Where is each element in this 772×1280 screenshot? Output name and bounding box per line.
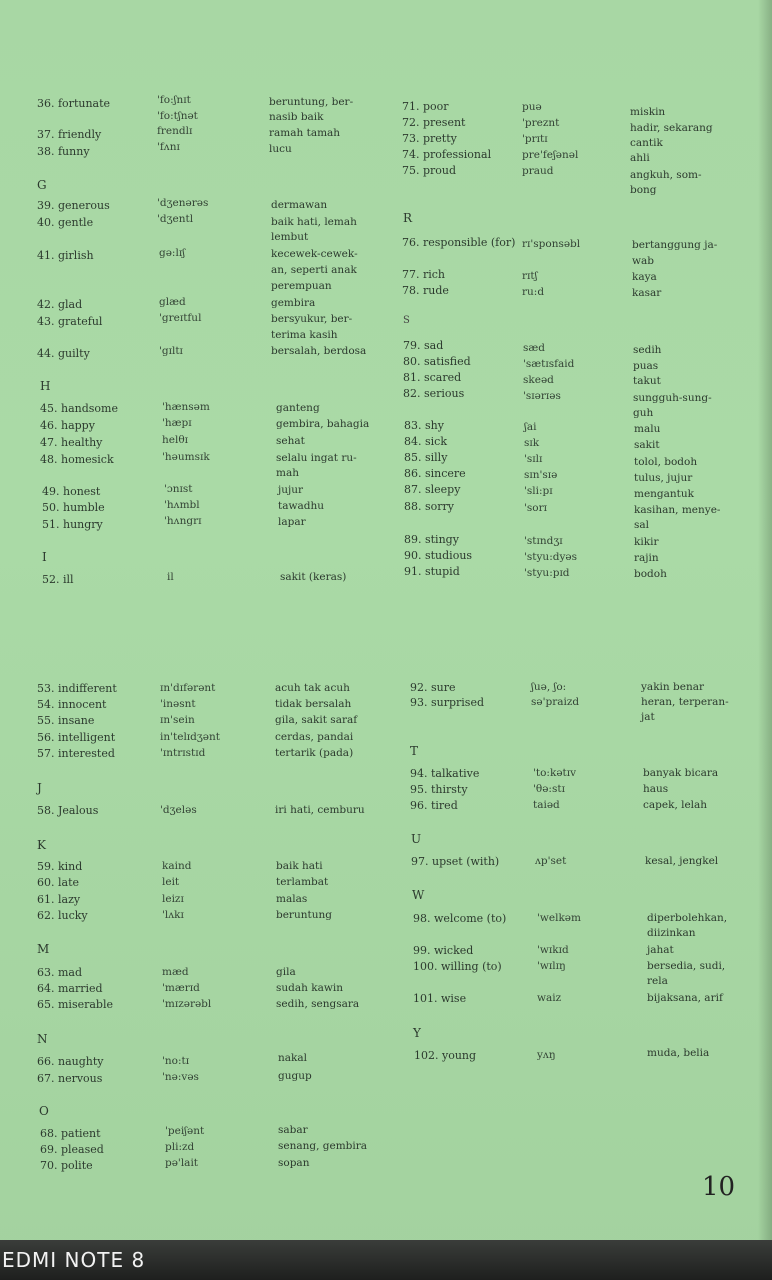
section-letter-s: S xyxy=(403,315,410,326)
entry-word: 67. nervous xyxy=(37,1072,103,1085)
entry-meaning: tidak bersalah xyxy=(275,698,352,710)
entry-word: 66. naughty xyxy=(37,1055,104,1068)
entry-meaning: sakit (keras) xyxy=(280,571,347,583)
entry-meaning: baik hati, lemah xyxy=(271,216,357,228)
entry-meaning: haus xyxy=(643,783,669,795)
entry-meaning: cerdas, pandai xyxy=(275,731,354,743)
entry-meaning: lembut xyxy=(271,231,309,243)
entry-ipa: helθɪ xyxy=(162,434,189,446)
entry-meaning: beruntung, ber- xyxy=(269,96,354,108)
entry-meaning: baik hati xyxy=(276,860,323,872)
entry-ipa: 'θə:stɪ xyxy=(533,783,565,795)
entry-ipa: puə xyxy=(522,101,542,113)
entry-meaning: jujur xyxy=(278,484,304,496)
entry-word: 44. guilty xyxy=(37,347,90,360)
entry-ipa: waiz xyxy=(537,992,562,1004)
entry-word: 84. sick xyxy=(404,435,447,448)
entry-word: 92. sure xyxy=(410,681,456,694)
entry-meaning: sehat xyxy=(276,435,305,447)
entry-ipa: glæd xyxy=(159,296,186,308)
entry-word: 94. talkative xyxy=(410,767,480,780)
entry-ipa: 'sorɪ xyxy=(524,502,547,514)
entry-word: 80. satisfied xyxy=(403,355,471,368)
section-letter-h: H xyxy=(40,379,51,393)
section-letter-u: U xyxy=(411,832,422,846)
entry-meaning: rela xyxy=(647,975,668,987)
entry-ipa: 'gɪltɪ xyxy=(159,345,183,357)
entry-word: 102. young xyxy=(414,1049,477,1062)
entry-ipa: 'wɪlɪŋ xyxy=(537,960,566,972)
entry-meaning: sakit xyxy=(634,439,660,451)
entry-meaning: cantik xyxy=(630,137,663,149)
entry-ipa: 'həumsɪk xyxy=(162,451,210,463)
entry-ipa: 'dʒeləs xyxy=(160,804,197,816)
section-letter-j: J xyxy=(37,781,42,795)
entry-meaning: heran, terperan- xyxy=(641,696,729,708)
entry-word: 74. professional xyxy=(402,148,492,161)
entry-meaning: takut xyxy=(633,375,661,387)
section-letter-k: K xyxy=(37,838,46,852)
entry-meaning: kasar xyxy=(632,287,662,299)
entry-meaning: bijaksana, arif xyxy=(647,992,723,1004)
entry-ipa: ɪn'sein xyxy=(160,714,195,726)
entry-word: 68. patient xyxy=(40,1127,101,1140)
entry-ipa: ʌp'set xyxy=(535,855,567,867)
entry-meaning: gila xyxy=(276,966,296,978)
entry-ipa: sə'praizd xyxy=(531,696,580,708)
entry-ipa: 'stɪndʒɪ xyxy=(524,535,563,547)
entry-meaning: yakin benar xyxy=(641,681,704,693)
entry-ipa: rɪtʃ xyxy=(522,270,538,282)
section-letter-y: Y xyxy=(413,1026,421,1040)
entry-ipa: skeəd xyxy=(523,374,554,386)
entry-ipa: yʌŋ xyxy=(537,1049,556,1061)
entry-meaning: diizinkan xyxy=(647,927,696,939)
entry-word: 43. grateful xyxy=(37,315,103,328)
entry-word: 88. sorry xyxy=(404,500,454,513)
entry-word: 48. homesick xyxy=(40,453,114,466)
entry-meaning: beruntung xyxy=(276,909,332,921)
entry-ipa: sɪk xyxy=(524,437,540,449)
entry-meaning: kasihan, menye- xyxy=(634,504,721,516)
entry-meaning: muda, belia xyxy=(647,1047,710,1059)
entry-word: 38. funny xyxy=(37,145,90,158)
entry-ipa: pə'lait xyxy=(165,1157,199,1169)
entry-word: 60. late xyxy=(37,876,79,889)
entry-meaning: sabar xyxy=(278,1124,308,1136)
entry-word: 90. studious xyxy=(404,549,473,562)
entry-word: 83. shy xyxy=(404,419,444,432)
entry-meaning: sudah kawin xyxy=(276,982,343,994)
entry-ipa: 'fo:tʃnət xyxy=(157,110,198,122)
entry-word: 49. honest xyxy=(42,485,101,498)
entry-word: 79. sad xyxy=(403,339,444,352)
entry-ipa: pli:zd xyxy=(165,1141,195,1153)
entry-word: 56. intelligent xyxy=(37,731,116,744)
entry-word: 71. poor xyxy=(402,100,449,113)
entry-meaning: dermawan xyxy=(271,199,328,211)
entry-meaning: rajin xyxy=(634,552,659,564)
entry-meaning: gembira xyxy=(271,297,316,309)
entry-ipa: 'sætɪsfaid xyxy=(523,358,575,370)
entry-meaning: kikir xyxy=(634,536,659,548)
entry-meaning: angkuh, som- xyxy=(630,169,702,181)
entry-meaning: kecewek-cewek- xyxy=(271,248,358,260)
entry-word: 99. wicked xyxy=(413,944,474,957)
entry-ipa: 'prɪtɪ xyxy=(522,133,548,145)
section-letter-n: N xyxy=(37,1032,48,1046)
section-letter-r: R xyxy=(403,211,413,225)
entry-meaning: senang, gembira xyxy=(278,1140,368,1152)
entry-meaning: lapar xyxy=(278,516,306,528)
entry-word: 85. silly xyxy=(404,451,448,464)
entry-ipa: 'ɪntrɪstɪd xyxy=(160,747,206,759)
entry-ipa: 'sli:pɪ xyxy=(524,485,553,497)
entry-word: 73. pretty xyxy=(402,132,457,145)
entry-word: 62. lucky xyxy=(37,909,88,922)
entry-ipa: 'wɪkɪd xyxy=(537,944,569,956)
entry-meaning: mengantuk xyxy=(634,488,695,500)
entry-ipa: 'mærɪd xyxy=(162,982,200,994)
entry-ipa: mæd xyxy=(162,966,189,978)
entry-word: 82. serious xyxy=(403,387,465,400)
entry-word: 89. stingy xyxy=(404,533,459,546)
entry-meaning: tolol, bodoh xyxy=(634,456,698,468)
entry-word: 58. Jealous xyxy=(37,804,99,817)
entry-meaning: sopan xyxy=(278,1157,310,1169)
entry-ipa: gə:lɪʃ xyxy=(159,247,186,259)
entry-word: 97. upset (with) xyxy=(411,855,500,868)
entry-word: 70. polite xyxy=(40,1159,93,1172)
entry-meaning: ramah tamah xyxy=(269,127,341,139)
entry-meaning: ganteng xyxy=(276,402,320,414)
entry-word: 36. fortunate xyxy=(37,97,111,110)
entry-meaning: sedih, sengsara xyxy=(276,998,360,1010)
entry-meaning: sungguh-sung- xyxy=(633,392,712,404)
entry-meaning: bong xyxy=(630,184,657,196)
entry-meaning: diperbolehkan, xyxy=(647,912,728,924)
entry-ipa: 'greɪtful xyxy=(159,312,202,324)
entry-meaning: wab xyxy=(632,255,654,267)
entry-meaning: banyak bicara xyxy=(643,767,719,779)
entry-word: 69. pleased xyxy=(40,1143,104,1156)
entry-meaning: gugup xyxy=(278,1070,312,1082)
section-letter-o: O xyxy=(39,1104,49,1118)
entry-ipa: 'dʒenərəs xyxy=(157,197,209,209)
entry-ipa: leit xyxy=(162,876,180,888)
entry-word: 81. scared xyxy=(403,371,462,384)
camera-watermark: EDMI NOTE 8 xyxy=(2,1248,146,1272)
entry-ipa: ru:d xyxy=(522,286,545,298)
entry-word: 37. friendly xyxy=(37,128,102,141)
entry-word: 50. humble xyxy=(42,501,105,514)
entry-ipa: 'mɪzərəbl xyxy=(162,998,212,1010)
entry-word: 98. welcome (to) xyxy=(413,912,507,925)
entry-ipa: in'telɪdʒənt xyxy=(160,731,221,743)
entry-word: 54. innocent xyxy=(37,698,107,711)
entry-meaning: perempuan xyxy=(271,280,332,292)
entry-meaning: bersyukur, ber- xyxy=(271,313,353,325)
entry-meaning: bersedia, sudi, xyxy=(647,960,726,972)
entry-ipa: sæd xyxy=(523,342,545,354)
entry-word: 61. lazy xyxy=(37,893,81,906)
entry-word: 63. mad xyxy=(37,966,83,979)
entry-meaning: lucu xyxy=(269,143,292,155)
entry-ipa: 'dʒentl xyxy=(157,213,194,225)
entry-meaning: jahat xyxy=(647,944,674,956)
entry-word: 86. sincere xyxy=(404,467,466,480)
entry-ipa: frendlɪ xyxy=(157,125,193,137)
entry-meaning: tertarik (pada) xyxy=(275,747,354,759)
entry-word: 101. wise xyxy=(413,992,467,1005)
entry-meaning: nasib baik xyxy=(269,111,324,123)
entry-ipa: 'inəsnt xyxy=(160,698,196,710)
entry-meaning: miskin xyxy=(630,106,666,118)
entry-meaning: ahli xyxy=(630,152,650,164)
entry-word: 53. indifferent xyxy=(37,682,117,695)
entry-ipa: ʃuə, ʃo: xyxy=(531,681,567,693)
entry-meaning: kaya xyxy=(632,271,657,283)
entry-word: 39. generous xyxy=(37,199,110,212)
entry-ipa: 'ɔnɪst xyxy=(164,483,193,495)
entry-word: 59. kind xyxy=(37,860,83,873)
entry-ipa: 'hʌmbl xyxy=(164,499,200,511)
entry-word: 64. married xyxy=(37,982,103,995)
entry-word: 77. rich xyxy=(402,268,446,281)
entry-meaning: gembira, bahagia xyxy=(276,418,370,430)
entry-meaning: bersalah, berdosa xyxy=(271,345,367,357)
entry-word: 96. tired xyxy=(410,799,458,812)
entry-word: 75. proud xyxy=(402,164,457,177)
entry-ipa: ɪn'dɪfərənt xyxy=(160,682,216,694)
section-letter-i: I xyxy=(42,550,47,564)
entry-ipa: 'styu:dyəs xyxy=(524,551,577,563)
entry-ipa: 'welkəm xyxy=(537,912,581,924)
entry-word: 93. surprised xyxy=(410,696,484,709)
entry-ipa: taiəd xyxy=(533,799,560,811)
entry-meaning: puas xyxy=(633,360,659,372)
entry-meaning: capek, lelah xyxy=(643,799,708,811)
entry-meaning: guh xyxy=(633,407,654,419)
entry-meaning: tawadhu xyxy=(278,500,324,512)
section-letter-m: M xyxy=(37,942,50,956)
entry-ipa: 'fo:ʃnɪt xyxy=(157,94,191,106)
entry-word: 72. present xyxy=(402,116,466,129)
entry-word: 100. willing (to) xyxy=(413,960,502,973)
entry-ipa: 'lʌkɪ xyxy=(162,909,184,921)
entry-meaning: nakal xyxy=(278,1052,308,1064)
page-edge-shadow xyxy=(758,0,772,1280)
entry-meaning: terlambat xyxy=(276,876,329,888)
entry-word: 40. gentle xyxy=(37,216,94,229)
entry-ipa: leizɪ xyxy=(162,893,184,905)
entry-ipa: ʃai xyxy=(524,421,537,433)
entry-word: 47. healthy xyxy=(40,436,103,449)
entry-meaning: kesal, jengkel xyxy=(645,855,719,867)
entry-ipa: 'sɪlɪ xyxy=(524,453,543,465)
entry-ipa: 'preznt xyxy=(522,117,560,129)
section-letter-g: G xyxy=(37,178,47,192)
page-number: 10 xyxy=(702,1172,736,1202)
entry-ipa: sɪn'sɪə xyxy=(524,469,558,481)
entry-ipa: praud xyxy=(522,165,554,177)
entry-meaning: iri hati, cemburu xyxy=(275,804,365,816)
entry-ipa: 'nə:vəs xyxy=(162,1071,199,1083)
entry-meaning: sedih xyxy=(633,344,662,356)
entry-meaning: hadir, sekarang xyxy=(630,122,713,134)
entry-ipa: 'hæpɪ xyxy=(162,417,192,429)
entry-meaning: acuh tak acuh xyxy=(275,682,350,694)
entry-word: 76. responsible (for) xyxy=(402,236,516,249)
entry-ipa: il xyxy=(167,571,174,583)
entry-meaning: an, seperti anak xyxy=(271,264,357,276)
entry-word: 45. handsome xyxy=(40,402,118,415)
entry-meaning: jat xyxy=(641,711,655,723)
entry-meaning: malu xyxy=(634,423,661,435)
entry-word: 87. sleepy xyxy=(404,483,461,496)
entry-word: 52. ill xyxy=(42,573,74,586)
entry-ipa: 'peiʃənt xyxy=(165,1125,205,1137)
entry-meaning: terima kasih xyxy=(271,329,338,341)
entry-ipa: 'fʌnɪ xyxy=(157,141,180,153)
entry-meaning: tulus, jujur xyxy=(634,472,693,484)
entry-meaning: bertanggung ja- xyxy=(632,239,718,251)
entry-word: 41. girlish xyxy=(37,249,94,262)
entry-word: 57. interested xyxy=(37,747,115,760)
entry-ipa: pre'feʃənəl xyxy=(522,149,579,161)
entry-meaning: selalu ingat ru- xyxy=(276,452,357,464)
entry-word: 91. stupid xyxy=(404,565,460,578)
entry-word: 46. happy xyxy=(40,419,95,432)
entry-word: 42. glad xyxy=(37,298,83,311)
entry-word: 95. thirsty xyxy=(410,783,468,796)
section-letter-w: W xyxy=(412,888,425,902)
entry-word: 78. rude xyxy=(402,284,449,297)
entry-meaning: bodoh xyxy=(634,568,667,580)
entry-word: 65. miserable xyxy=(37,998,113,1011)
entry-ipa: 'no:tɪ xyxy=(162,1055,190,1067)
entry-ipa: 'to:kətɪv xyxy=(533,767,577,779)
section-letter-t: T xyxy=(410,744,419,758)
entry-meaning: sal xyxy=(634,519,650,531)
entry-meaning: gila, sakit saraf xyxy=(275,714,358,726)
entry-ipa: 'hænsəm xyxy=(162,401,210,413)
entry-meaning: malas xyxy=(276,893,308,905)
entry-ipa: 'sɪərɪəs xyxy=(523,390,561,402)
entry-ipa: kaind xyxy=(162,860,192,872)
entry-ipa: 'hʌngrɪ xyxy=(164,515,202,527)
entry-meaning: mah xyxy=(276,467,299,479)
entry-ipa: 'styu:pɪd xyxy=(524,567,570,579)
entry-word: 51. hungry xyxy=(42,518,103,531)
entry-word: 55. insane xyxy=(37,714,95,727)
entry-ipa: rɪ'sponsəbl xyxy=(522,238,581,250)
